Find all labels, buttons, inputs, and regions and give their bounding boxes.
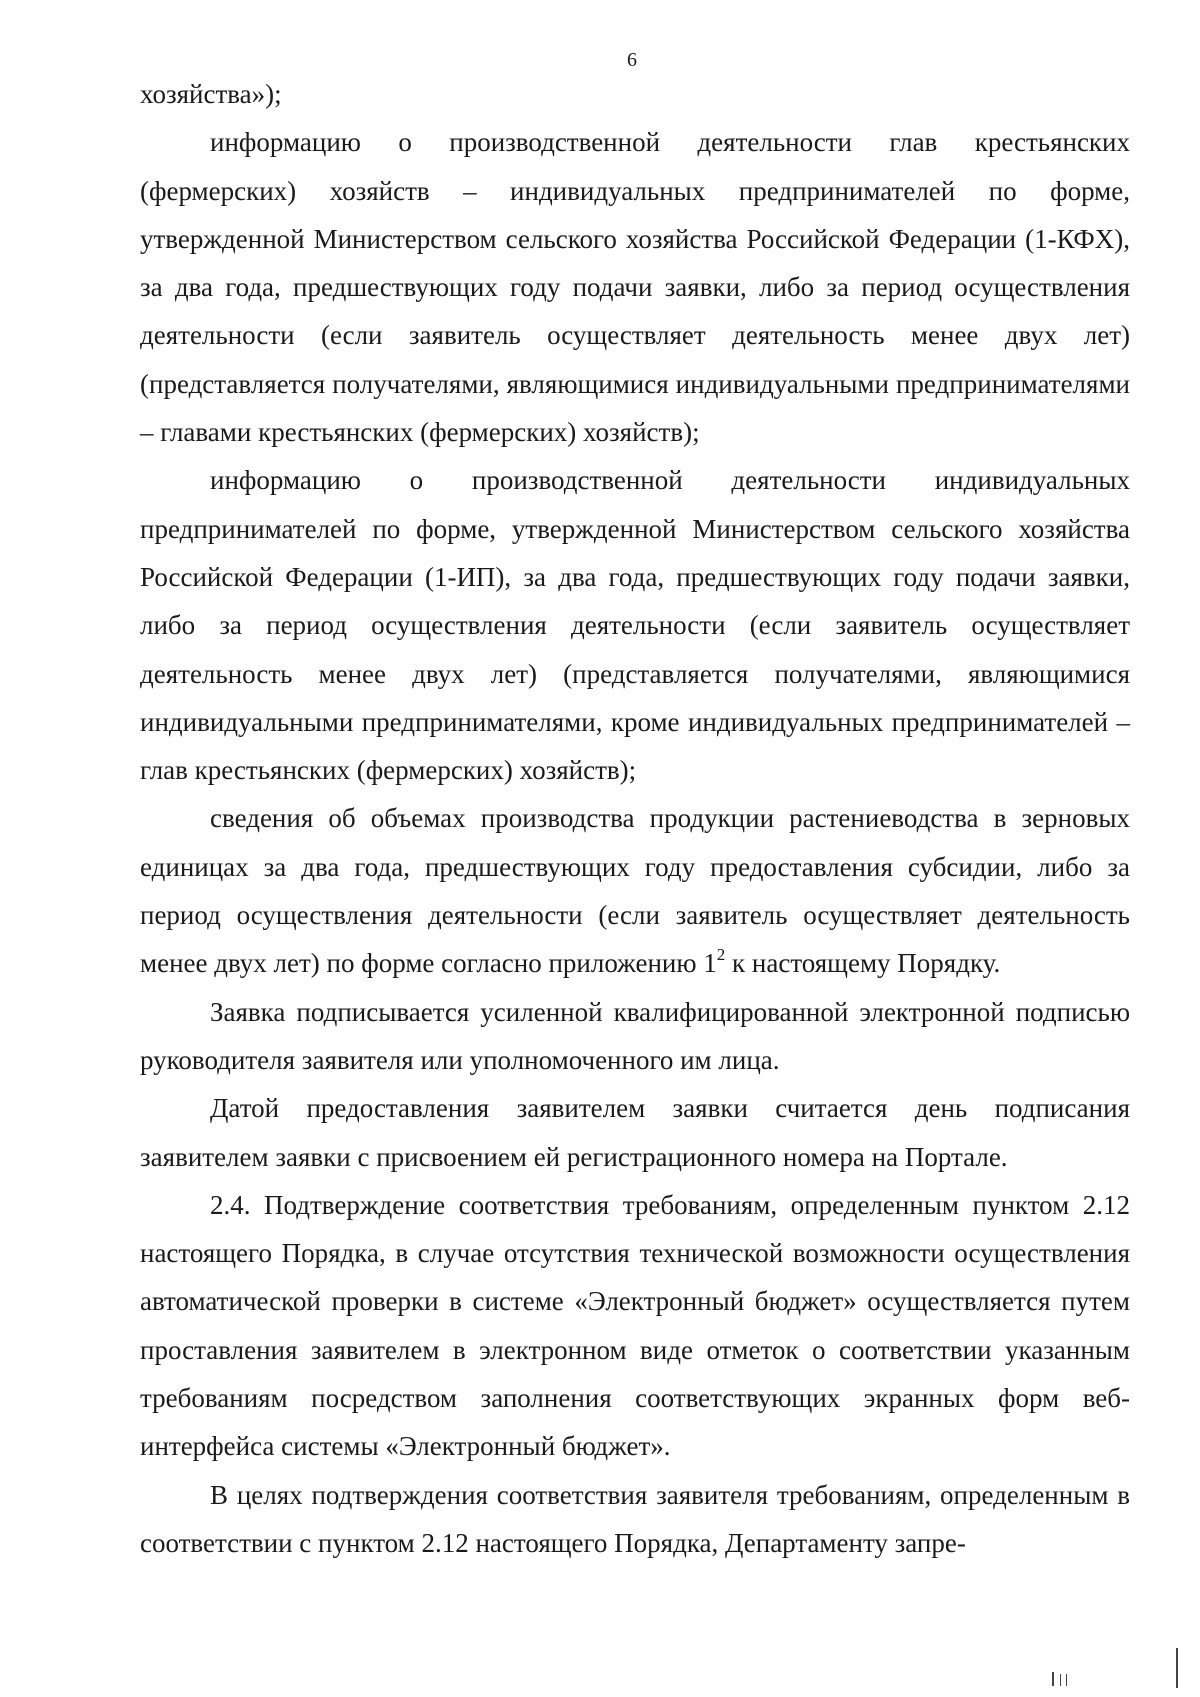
paragraph-production-volume [140,794,1130,987]
paragraph-section-2-4: 2.4. Подтверждение соответствия требованиям, определенным пунктом 2.12 настоящего Порядка, в случае отсутствия технической возможности осуществления автоматической проверки в системе «Электронный бюджет» осуществляется путем проставления заявителем в электронном виде отметок о соответствии указанным требованиям посредством заполнения соответствующих экранных форм веб-интерфейса системы «Электронный бюджет». [140,1189,1130,1462]
paragraph-requirements: В целях подтверждения соответствия заявителя требованиям, определенным в соответствии с пунктом 2.12 настоящего Порядка, Департаменту запре- [140,1479,1130,1558]
page-number: 6 [627,49,637,71]
paragraph-kfh-info: информацию о производственной деятельности глав крестьянских (фермерских) хозяйств – индивидуальных предпринимателей по форме, утвержденной Министерством сельского хозяйства Российской Федерации (1-КФХ), за два года, предшествующих году подачи заявки, либо за период осуществления деятельности (если заявитель осуществляет деятельность менее двух лет) (представляется получателями, являющимися индивидуальными предпринимателями – главами крестьянских (фермерских) хозяйств); [140,127,1130,448]
paragraph-production-volume-text: сведения об объемах производства продукции растениеводства в зерновых единицах за два года, предшествующих году предоставления субсидии, либо за период осуществления деятельности (если заявитель осуществляет деятельность менее двух лет) по форме согласно приложению 1 [140,803,1130,979]
scan-edge-mark [1176,1648,1178,1688]
paragraph-production-volume-tail: к настоящему Порядку. [725,948,1001,979]
paragraph-ip-info: информацию о производственной деятельности индивидуальных предпринимателей по форме, утвержденной Министерством сельского хозяйства Российской Федерации (1-ИП), за два года, предшествующих году подачи заявки, либо за период осуществления деятельности (если заявитель осуществляет деятельность менее двух лет) (представляется получателями, являющимися индивидуальными предпринимателями, кроме индивидуальных предпринимателей – глав крестьянских (фермерских) хозяйств); [140,465,1130,786]
scan-edge-mark [1066,1674,1067,1686]
paragraph-submission-date: Датой предоставления заявителем заявки считается день подписания заявителем заявки с присвоением ей регистрационного номера на Портале. [140,1093,1130,1172]
document-body [140,70,1130,1567]
appendix-superscript: 2 [716,945,726,965]
paragraph-continuation: хозяйства»); [140,79,282,109]
scan-edge-mark [1060,1674,1061,1686]
paragraph-signature: Заявка подписывается усиленной квалифицированной электронной подписью руководителя заявителя или уполномоченного им лица. [140,996,1130,1075]
scan-edge-mark [1052,1672,1054,1686]
